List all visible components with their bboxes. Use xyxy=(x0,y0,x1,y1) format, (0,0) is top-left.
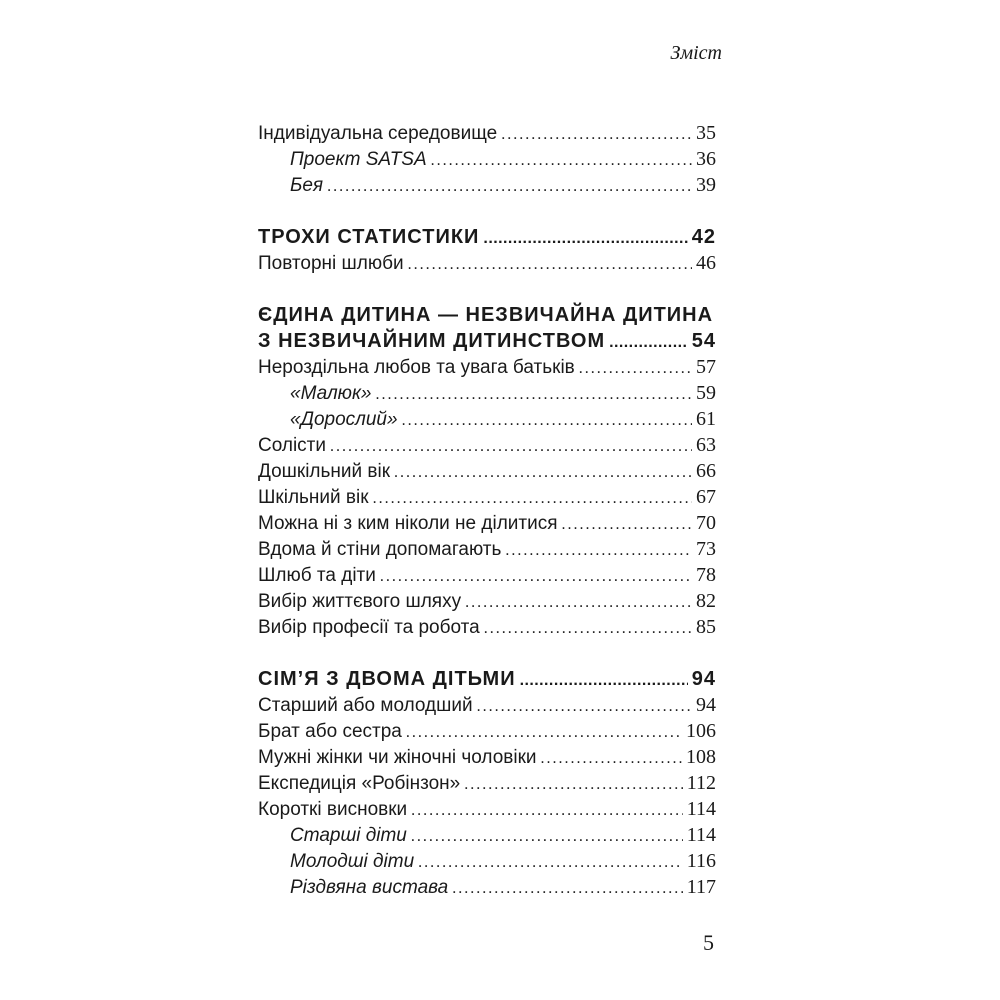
leader-dots xyxy=(464,770,683,798)
toc-entry[interactable] xyxy=(258,120,716,146)
toc-chapter-page: 42 xyxy=(691,226,716,248)
leader-dots xyxy=(505,536,692,564)
toc-subentry[interactable] xyxy=(258,848,716,874)
toc-entry-page: 36 xyxy=(696,148,716,170)
toc-entry-page: 85 xyxy=(696,616,716,638)
leader-dots xyxy=(411,796,683,824)
toc-entry-title: Солісти xyxy=(258,435,326,456)
toc-entry-page: 57 xyxy=(696,356,716,378)
toc-entry[interactable] xyxy=(258,796,716,822)
toc-entry[interactable] xyxy=(258,614,716,640)
toc-entry-page: 35 xyxy=(696,122,716,144)
toc-entry-page: 94 xyxy=(696,694,716,716)
leader-dots xyxy=(406,718,682,746)
toc-chapter-title-line1[interactable]: ЄДИНА ДИТИНА — НЕЗВИЧАЙНА ДИТИНА xyxy=(258,304,714,326)
leader-dots xyxy=(376,380,692,408)
leader-dots xyxy=(501,120,692,148)
toc-entry-title: «Малюк» xyxy=(290,383,372,404)
leader-dots xyxy=(411,822,683,850)
toc-entry-title: Бея xyxy=(290,175,324,196)
toc-entry-title: Молодші діти xyxy=(290,851,415,872)
toc-entry-page: 116 xyxy=(686,850,716,872)
toc-entry-title: Індивідуальна середовище xyxy=(258,123,498,144)
toc-subentry[interactable] xyxy=(258,874,716,900)
toc-entry-page: 82 xyxy=(696,590,716,612)
toc-entry-page: 67 xyxy=(696,486,716,508)
toc-entry-page: 39 xyxy=(696,174,716,196)
toc-entry[interactable] xyxy=(258,588,716,614)
toc-entry-title: Вибір професії та робота xyxy=(258,617,480,638)
toc-entry[interactable] xyxy=(258,692,716,718)
toc-entry-title: Вибір життєвого шляху xyxy=(258,591,462,612)
toc-entry-title: Дошкільний вік xyxy=(258,461,391,482)
leader-dots xyxy=(327,172,692,200)
leader-dots xyxy=(380,562,692,590)
toc-entry-page: 66 xyxy=(696,460,716,482)
toc-chapter-title-line2: З НЕЗВИЧАЙНИМ ДИТИНСТВОМ xyxy=(258,330,606,352)
toc-entry-page: 59 xyxy=(696,382,716,404)
leader-dots xyxy=(330,432,692,460)
toc-entry[interactable] xyxy=(258,562,716,588)
toc-entry-title: Різдвяна вистава xyxy=(290,877,449,898)
toc-chapter[interactable] xyxy=(258,666,716,692)
leader-dots xyxy=(452,874,683,902)
leader-dots xyxy=(562,510,692,538)
page-number: 5 xyxy=(703,930,714,955)
toc-chapter[interactable] xyxy=(258,224,716,250)
toc-entry-page: 114 xyxy=(686,824,716,846)
leader-dots xyxy=(609,328,688,356)
section-gap xyxy=(258,198,716,224)
leader-dots xyxy=(408,250,692,278)
toc-entry[interactable] xyxy=(258,510,716,536)
toc-entry[interactable] xyxy=(258,250,716,276)
toc-entry-title: «Дорослий» xyxy=(290,409,398,430)
toc-entry-page: 78 xyxy=(696,564,716,586)
toc-chapter-title: ТРОХИ СТАТИСТИКИ xyxy=(258,226,480,248)
toc-entry-title: Короткі висновки xyxy=(258,799,408,820)
toc-entry-page: 61 xyxy=(696,408,716,430)
toc-entry-page: 106 xyxy=(686,720,716,742)
toc-entry[interactable] xyxy=(258,458,716,484)
section-gap xyxy=(258,276,716,302)
toc-entry-page: 73 xyxy=(696,538,716,560)
toc-subentry[interactable] xyxy=(258,406,716,432)
leader-dots xyxy=(465,588,692,616)
leader-dots xyxy=(373,484,692,512)
toc-entry-title: Старші діти xyxy=(290,825,407,846)
toc-chapter[interactable] xyxy=(258,328,716,354)
toc-entry-page: 63 xyxy=(696,434,716,456)
toc-entry-page: 112 xyxy=(686,772,716,794)
toc-entry-title: Можна ні з ким ніколи не ділитися xyxy=(258,513,558,534)
table-of-contents xyxy=(258,120,716,900)
toc-entry[interactable] xyxy=(258,484,716,510)
toc-entry-title: Експедиція «Робінзон» xyxy=(258,773,461,794)
leader-dots xyxy=(418,848,683,876)
leader-dots xyxy=(394,458,692,486)
toc-entry-title: Повторні шлюби xyxy=(258,253,404,274)
toc-entry-title: Шкільний вік xyxy=(258,487,369,508)
leader-dots xyxy=(579,354,692,382)
toc-subentry[interactable] xyxy=(258,172,716,198)
toc-entry-page: 46 xyxy=(696,252,716,274)
toc-chapter-page: 94 xyxy=(691,668,716,690)
toc-entry-title: Проект SATSA xyxy=(290,149,427,170)
toc-subentry[interactable] xyxy=(258,146,716,172)
toc-entry[interactable] xyxy=(258,536,716,562)
toc-entry-title: Старший або молодший xyxy=(258,695,473,716)
toc-entry-page: 117 xyxy=(686,876,716,898)
leader-dots xyxy=(402,406,692,434)
toc-entry-page: 108 xyxy=(686,746,716,768)
toc-entry[interactable] xyxy=(258,718,716,744)
toc-entry-title: Шлюб та діти xyxy=(258,565,376,586)
running-head: Зміст xyxy=(670,42,722,64)
leader-dots xyxy=(431,146,692,174)
toc-entry-title: Вдома й стіни допомагають xyxy=(258,539,502,560)
toc-subentry[interactable] xyxy=(258,822,716,848)
toc-chapter-page: 54 xyxy=(691,330,716,352)
toc-entry-title: Нероздільна любов та увага батьків xyxy=(258,357,575,378)
toc-chapter-title: СІМ’Я З ДВОМА ДІТЬМИ xyxy=(258,668,516,690)
leader-dots xyxy=(541,744,683,772)
toc-subentry[interactable] xyxy=(258,380,716,406)
toc-entry-title: Мужні жінки чи жіночні чоловіки xyxy=(258,747,537,768)
toc-entry[interactable] xyxy=(258,432,716,458)
toc-entry-page: 70 xyxy=(696,512,716,534)
leader-dots xyxy=(484,614,692,642)
toc-entry[interactable] xyxy=(258,354,716,380)
leader-dots xyxy=(483,224,687,252)
toc-entry[interactable] xyxy=(258,744,716,770)
toc-entry-title: Брат або сестра xyxy=(258,721,402,742)
leader-dots xyxy=(520,666,688,694)
leader-dots xyxy=(477,692,692,720)
section-gap xyxy=(258,640,716,666)
toc-entry-page: 114 xyxy=(686,798,716,820)
toc-entry[interactable] xyxy=(258,770,716,796)
